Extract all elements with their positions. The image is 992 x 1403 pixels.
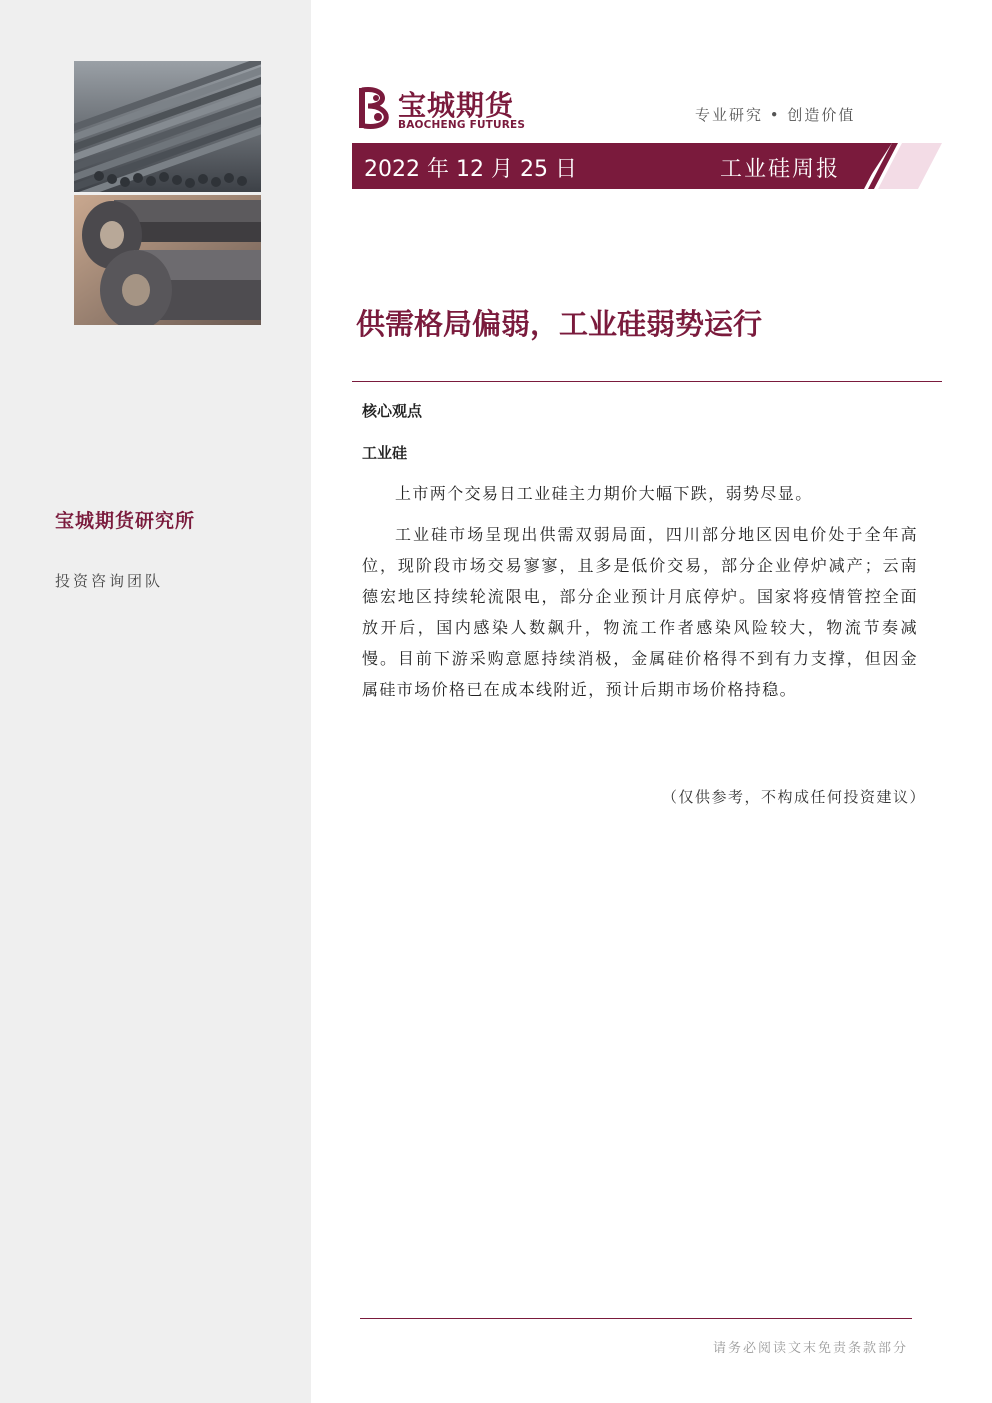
logo-b-mark-icon	[356, 84, 396, 132]
paragraph-analysis: 工业硅市场呈现出供需双弱局面，四川部分地区因电价处于全年高位，现阶段市场交易寥寥，且多是低价交易，部分企业停炉减产；云南德宏地区持续轮流限电，部分企业预计月底停炉。国家将疫情管控全面放开后，国内感染人数飙升，物流工作者感染风险较大，物流节奏减慢。目前下游采购意愿持续消极，金属硅价格得不到有力支撑，但因金属硅市场价格已在成本线附近，预计后期市场价格持稳。	[362, 525, 918, 699]
disclaimer: （仅供参考，不构成任何投资建议）	[661, 788, 926, 806]
report-date: 2022 年 12 月 25 日	[364, 157, 577, 182]
headline: 供需格局偏弱，工业硅弱势运行	[356, 307, 763, 341]
institute-name: 宝城期货研究所	[55, 510, 196, 532]
report-banner	[352, 143, 942, 189]
divider-bottom	[360, 1318, 912, 1319]
banner-stripes-icon	[852, 143, 942, 189]
steel-coils-photo	[74, 195, 261, 325]
logo-name-en: BAOCHENG FUTURES	[398, 119, 526, 131]
slogan: 专业研究 • 创造价值	[695, 106, 856, 124]
logo-name-cn: 宝城期货	[398, 89, 515, 122]
section-title: 核心观点	[362, 402, 423, 420]
paragraph-summary: 上市两个交易日工业硅主力期价大幅下跌，弱势尽显。	[395, 484, 813, 503]
report-type: 工业硅周报	[720, 157, 841, 182]
team-name: 投资咨询团队	[55, 572, 164, 590]
sidebar	[0, 0, 311, 1403]
steel-rebar-photo	[74, 61, 261, 192]
divider-top	[352, 381, 942, 382]
footer-note: 请务必阅读文末免责条款部分	[712, 1341, 908, 1356]
company-logo	[356, 84, 526, 134]
product-title: 工业硅	[362, 444, 408, 462]
